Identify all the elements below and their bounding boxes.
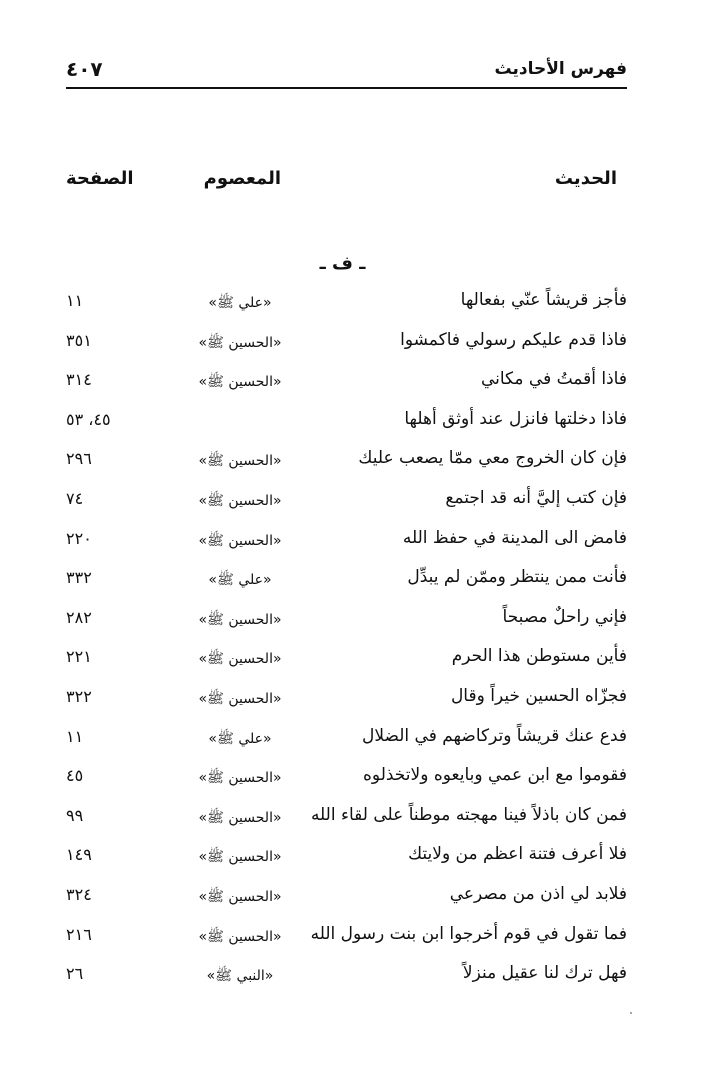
page-ref: ٤٥، ٥٣	[66, 409, 111, 429]
masum-name: «الحسين ﷺ»	[198, 928, 282, 945]
hadith-text: فإن كتب إليَّ أنه قد اجتمع	[445, 487, 627, 508]
masum-name: «الحسين ﷺ»	[198, 492, 282, 509]
hadith-text: فأين مستوطن هذا الحرم	[451, 646, 627, 667]
hadith-text: فاذا دخلتها فانزل عند أوثق أهلها	[404, 408, 627, 429]
page-ref: ٣٢٢	[66, 686, 92, 706]
index-entry	[66, 524, 627, 564]
column-header-page: الصفحة	[66, 168, 134, 189]
masum-name: «الحسين ﷺ»	[198, 690, 282, 707]
index-entry	[66, 642, 627, 682]
page-number: ٤٠٧	[66, 57, 103, 81]
page-ref: ٤٥	[66, 766, 84, 786]
hadith-text: فاذا أقمتُ في مكاني	[480, 369, 627, 390]
hadith-text: فأجز قريشاً عنّي بفعالها	[460, 290, 627, 310]
hadith-text: فقوموا مع ابن عمي وبايعوه ولاتخذلوه	[363, 765, 627, 786]
running-title: فهرس الأحاديث	[494, 59, 627, 79]
header-rule	[66, 87, 627, 89]
index-entry	[66, 405, 627, 445]
hadith-text: فلابد لي اذن من مصرعي	[449, 883, 627, 904]
index-entry	[66, 801, 627, 841]
page-ref: ٣٣٢	[66, 568, 92, 588]
index-entry	[66, 444, 627, 484]
masum-name: «الحسين ﷺ»	[198, 334, 282, 351]
scan-speck	[630, 1012, 632, 1014]
index-entry	[66, 920, 627, 960]
masum-name: «النبي ﷺ»	[206, 968, 274, 985]
index-entry	[66, 959, 627, 999]
index-entry	[66, 484, 627, 524]
page-ref: ٣٥١	[66, 330, 92, 350]
hadith-text: فأنت ممن ينتظر وممّن لم يبدِّل	[407, 567, 627, 588]
index-entry	[66, 840, 627, 880]
hadith-text: فإن كان الخروج معي ممّا يصعب عليك	[358, 448, 627, 469]
page-ref: ١١	[66, 726, 84, 746]
page-ref: ٢٢١	[66, 647, 92, 667]
masum-name: «الحسين ﷺ»	[198, 651, 282, 668]
section-letter	[0, 253, 713, 274]
hadith-text: فما تقول في قوم أخرجوا ابن بنت رسول الله	[310, 923, 627, 944]
page-ref: ٢١٦	[66, 924, 92, 944]
masum-name: «الحسين ﷺ»	[198, 849, 282, 866]
hadith-text: فهل ترك لنا عقيل منزلاً	[462, 963, 627, 984]
index-entry	[66, 326, 627, 366]
page-ref: ٩٩	[66, 805, 84, 825]
index-entry	[66, 563, 627, 603]
page-ref: ٣٢٤	[66, 884, 92, 904]
column-header-masum: المعصوم	[203, 168, 281, 189]
hadith-index-list	[66, 286, 627, 999]
masum-name: «الحسين ﷺ»	[198, 770, 282, 787]
masum-name: «علي ﷺ»	[208, 730, 272, 747]
masum-name: «علي ﷺ»	[208, 572, 272, 589]
index-entry	[66, 722, 627, 762]
hadith-text: فجزّاه الحسين خيراً وقال	[450, 685, 627, 706]
index-entry	[66, 286, 627, 326]
hadith-text: فمن كان باذلاً فينا مهجته موطناً على لقاء الله	[310, 804, 627, 825]
masum-name: «الحسين ﷺ»	[198, 888, 282, 905]
page-ref: ٢٢٠	[66, 528, 92, 548]
index-entry	[66, 682, 627, 722]
hadith-text: فامض الى المدينة في حفظ الله	[402, 527, 627, 548]
column-headers	[66, 168, 627, 198]
page-ref: ١٤٩	[66, 845, 92, 865]
page-ref: ٣١٤	[66, 370, 92, 390]
index-entry	[66, 880, 627, 920]
masum-name: «الحسين ﷺ»	[198, 809, 282, 826]
index-entry	[66, 603, 627, 643]
page-ref: ١١	[66, 291, 84, 310]
page-ref: ٢٦	[66, 964, 84, 984]
masum-name: «الحسين ﷺ»	[198, 374, 282, 391]
hadith-text: فاذا قدم عليكم رسولي فاكمشوا	[400, 329, 627, 350]
masum-name: «الحسين ﷺ»	[198, 611, 282, 628]
column-header-hadith: الحديث	[554, 168, 617, 189]
masum-name: «الحسين ﷺ»	[198, 532, 282, 549]
page-ref: ٢٨٢	[66, 607, 92, 627]
section-letter-text: ـ ف ـ	[319, 253, 366, 274]
index-entry	[66, 761, 627, 801]
page-ref: ٢٩٦	[66, 449, 92, 469]
masum-name: «علي ﷺ»	[208, 295, 272, 311]
hadith-text: فدع عنك قريشاً وتركاضهم في الضلال	[361, 725, 627, 746]
hadith-text: فإني راحلٌ مصبحاً	[502, 606, 627, 627]
page-header	[66, 55, 627, 87]
page-ref: ٧٤	[66, 488, 84, 508]
masum-name: «الحسين ﷺ»	[198, 453, 282, 470]
hadith-text: فلا أعرف فتنة اعظم من ولايتك	[408, 844, 627, 865]
index-entry	[66, 365, 627, 405]
